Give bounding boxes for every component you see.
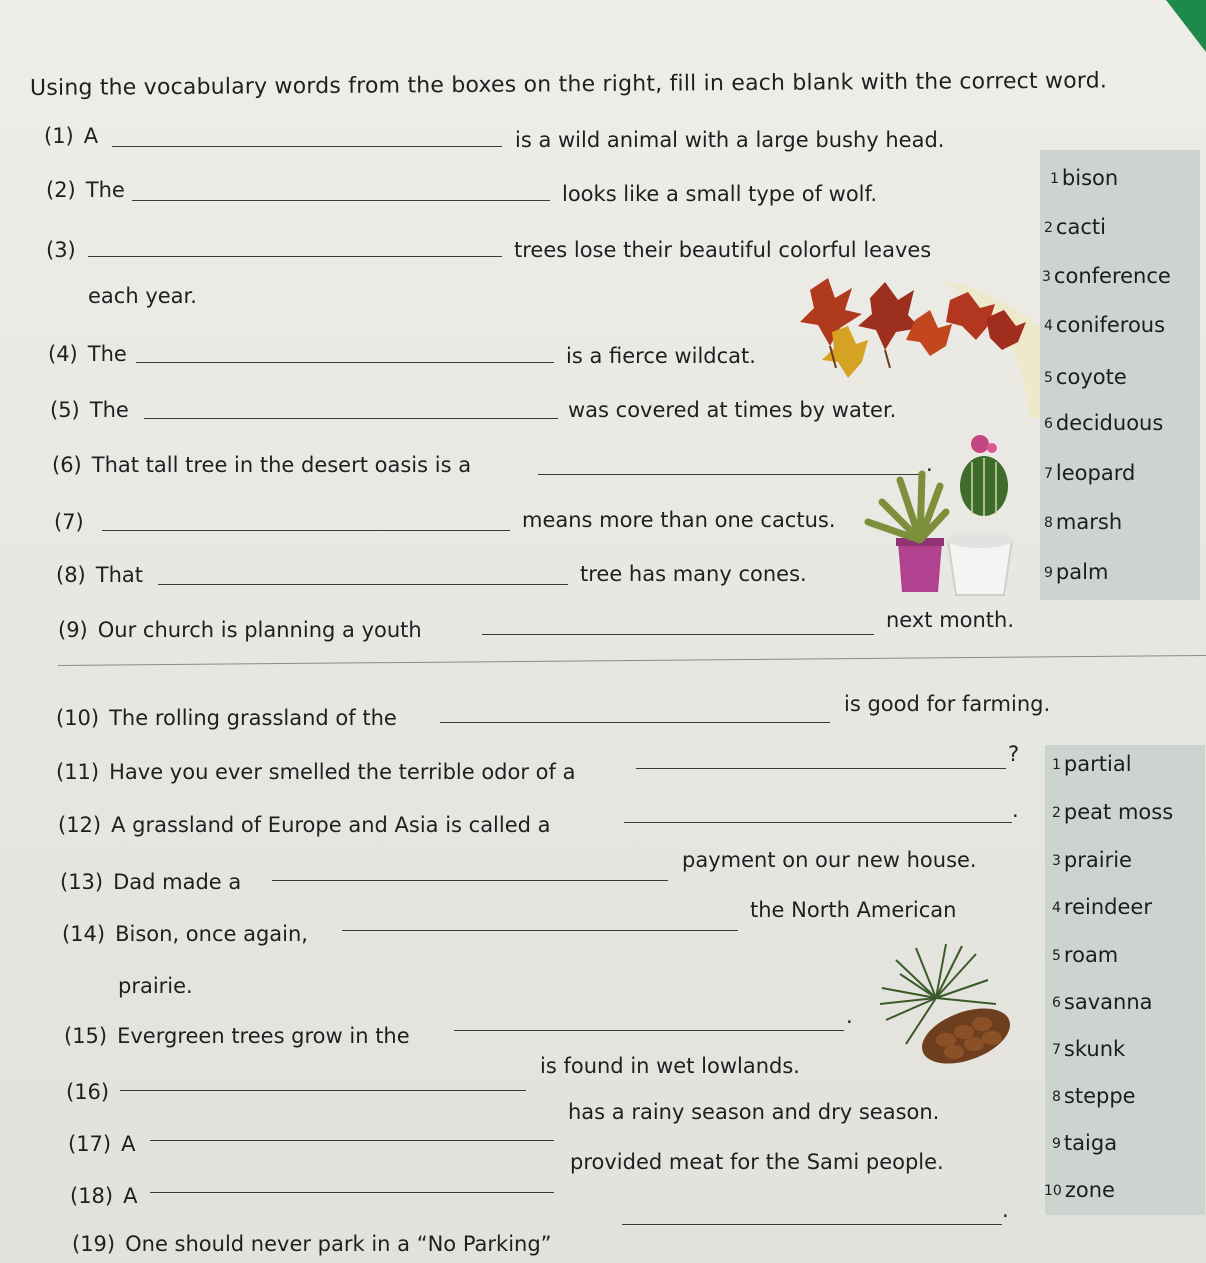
sentence-9-end: next month. [886,608,1015,632]
word-item: 10 zone [1044,1178,1115,1202]
sentence-12-end: . [1012,798,1019,822]
sentence-2-end: looks like a small type of wolf. [562,182,878,206]
sentence-10: (10) The rolling grassland of the [56,706,397,730]
word-item: 8 steppe [1052,1084,1136,1108]
sentence-18-end: provided meat for the Sami people. [570,1150,944,1174]
answer-blank-15[interactable] [454,1030,844,1031]
pine-cone-image [876,940,1026,1070]
sentence-5: (5) The [50,398,129,422]
sentence-13: (13) Dad made a [60,870,242,894]
answer-blank-3[interactable] [88,256,502,257]
word-item: 2 cacti [1044,215,1106,239]
word-item: 3 prairie [1052,848,1132,872]
sentence-7-end: means more than one cactus. [522,508,836,532]
sentence-5-end: was covered at times by water. [568,398,897,422]
word-item: 6 savanna [1052,990,1153,1014]
sentence-3-cont: each year. [88,284,197,308]
sentence-15-end: . [846,1004,853,1028]
autumn-leaves-image [790,270,1040,420]
answer-blank-12[interactable] [624,822,1012,823]
sentence-16-end: is found in wet lowlands. [540,1054,800,1078]
word-item: 1 bison [1050,166,1119,190]
word-item: 4 reindeer [1052,895,1152,919]
word-item: 3 conference [1042,264,1171,288]
sentence-7: (7) [54,510,84,534]
word-item: 6 deciduous [1044,411,1164,435]
sentence-3: (3) [46,238,76,262]
sentence-6-end: . [926,452,933,476]
sentence-15: (15) Evergreen trees grow in the [64,1024,410,1048]
sentence-19: (19) One should never park in a “No Parking” [72,1232,552,1256]
sentence-1-end: is a wild animal with a large bushy head. [515,128,945,152]
sentence-3-end: trees lose their beautiful colorful leaves [514,238,932,262]
sentence-14: (14) Bison, once again, [62,922,308,946]
section-divider [58,655,1206,666]
answer-blank-16[interactable] [120,1090,526,1091]
answer-blank-14[interactable] [342,930,738,931]
sentence-4-end: is a fierce wildcat. [566,344,756,368]
sentence-19-end: . [1002,1198,1009,1222]
sentence-2: (2) The [46,178,125,202]
corner-accent [1166,0,1206,52]
sentence-12: (12) A grassland of Europe and Asia is called a [58,813,551,837]
answer-blank-1[interactable] [112,146,502,147]
answer-blank-18[interactable] [150,1192,554,1193]
answer-blank-13[interactable] [272,880,668,881]
sentence-4: (4) The [48,342,127,366]
sentence-14-end: the North American [750,898,957,922]
word-item: 9 taiga [1052,1131,1118,1155]
answer-blank-2[interactable] [132,200,550,201]
instructions: Using the vocabulary words from the boxes on the right, fill in each blank with the correct word. [29,68,1108,102]
word-item: 5 roam [1052,943,1119,967]
sentence-11-end: ? [1008,742,1020,766]
answer-blank-8[interactable] [158,584,568,585]
answer-blank-11[interactable] [636,768,1006,769]
sentence-17: (17) A [68,1132,136,1156]
word-item: 2 peat moss [1052,800,1174,824]
sentence-13-end: payment on our new house. [682,848,977,872]
sentence-17-end: has a rainy season and dry season. [568,1100,940,1124]
sentence-8-end: tree has many cones. [580,562,807,586]
word-item: 4 coniferous [1044,313,1166,337]
sentence-6: (6) That tall tree in the desert oasis is a [52,453,472,477]
sentence-11: (11) Have you ever smelled the terrible odor of a [56,760,576,784]
cactus-pots-image [860,430,1030,600]
sentence-10-end: is good for farming. [844,692,1051,716]
word-item: 5 coyote [1044,365,1127,389]
answer-blank-9[interactable] [482,634,874,635]
sentence-9: (9) Our church is planning a youth [58,618,422,642]
sentence-1: (1) A [44,124,99,148]
sentence-16: (16) [66,1080,110,1104]
word-item: 7 skunk [1052,1037,1126,1061]
sentence-18: (18) A [70,1184,138,1208]
answer-blank-10[interactable] [440,722,830,723]
sentence-14-cont: prairie. [118,974,193,998]
answer-blank-17[interactable] [150,1140,554,1141]
word-item: 7 leopard [1044,461,1136,485]
word-item: 9 palm [1044,560,1109,584]
answer-blank-7[interactable] [102,530,510,531]
answer-blank-19[interactable] [622,1224,1002,1225]
word-item: 1 partial [1052,752,1132,776]
answer-blank-4[interactable] [136,362,554,363]
sentence-8: (8) That [56,563,143,587]
word-item: 8 marsh [1044,510,1123,534]
answer-blank-5[interactable] [144,418,558,419]
